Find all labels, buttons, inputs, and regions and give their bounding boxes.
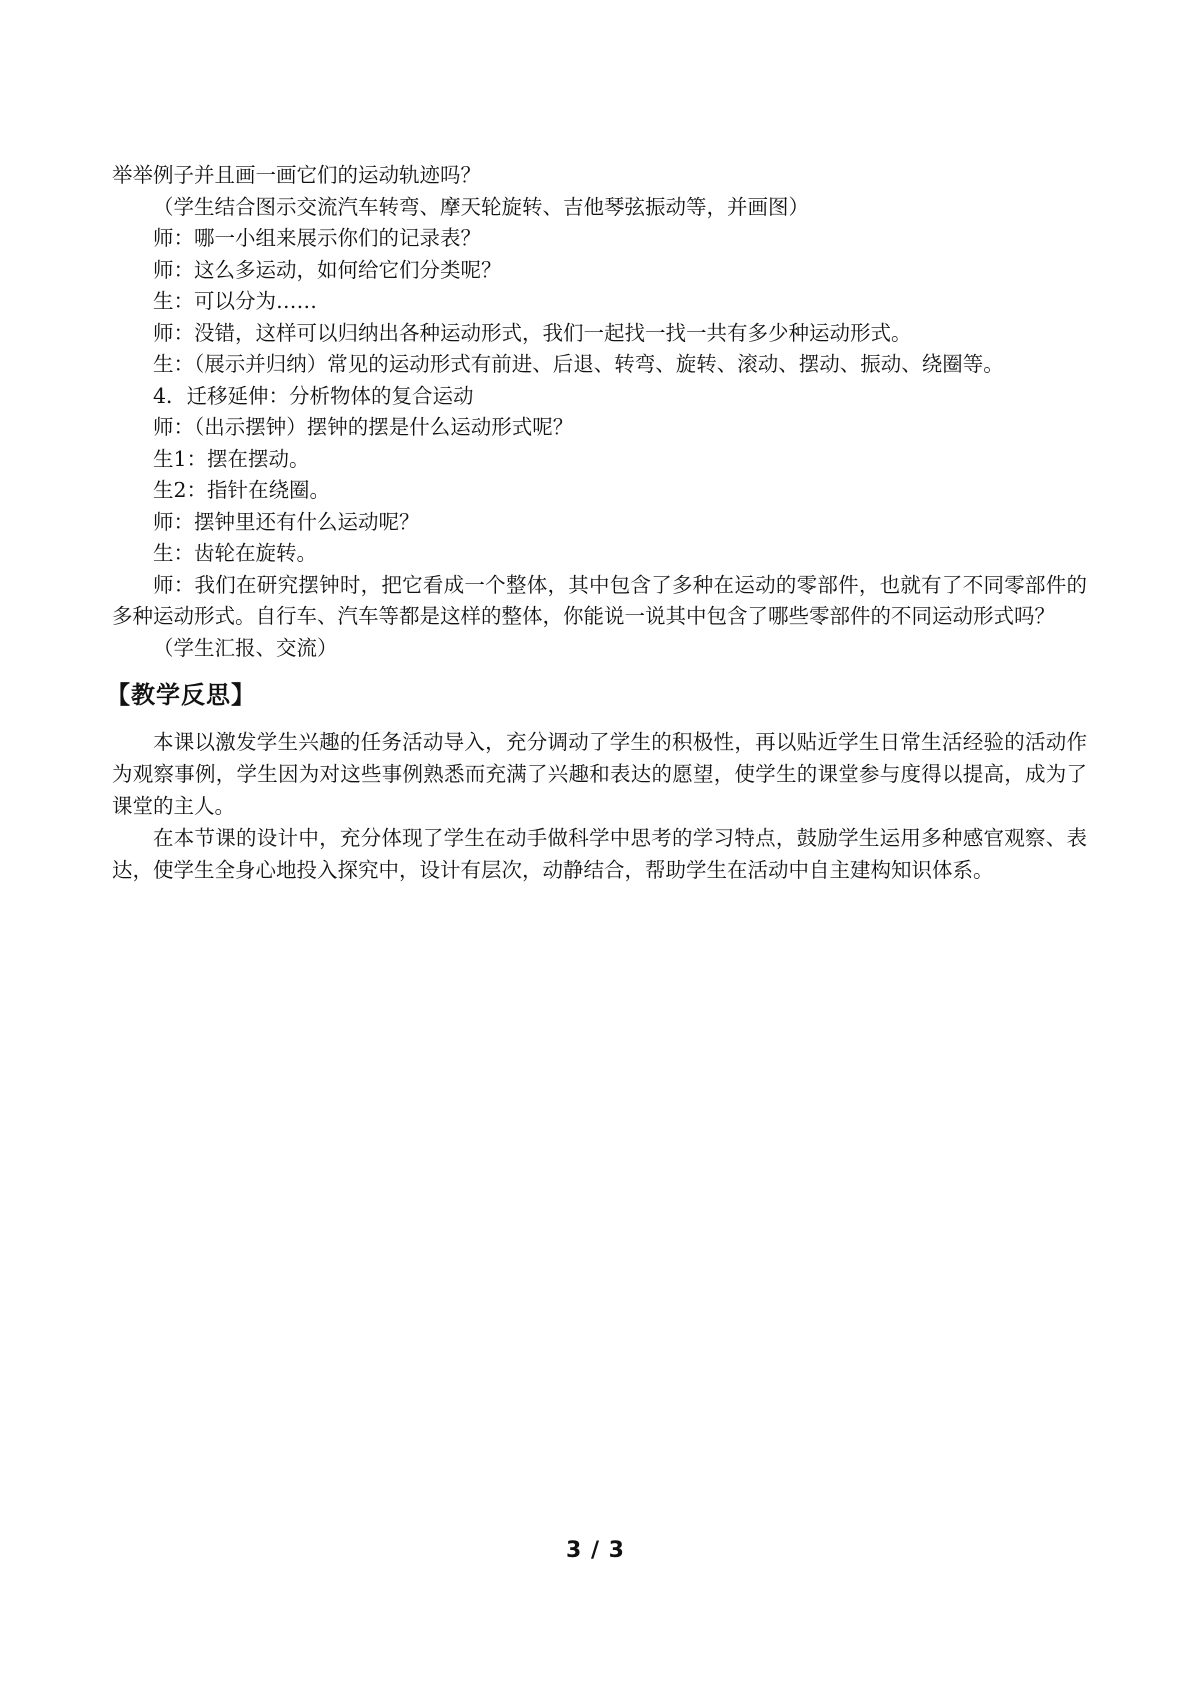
section-heading-reflection: 【教学反思】 [106, 681, 256, 709]
paragraph-teacher-summary: 师：没错，这样可以归纳出各种运动形式，我们一起找一找一共有多少种运动形式。 [153, 320, 912, 345]
paragraph-teacher-record: 师：哪一小组来展示你们的记录表？ [153, 226, 481, 250]
paragraph-continuation: 举举例子并且画一画它们的运动轨迹吗？ [112, 163, 481, 187]
paragraph-teacher-classify: 师：这么多运动，如何给它们分类呢？ [153, 257, 502, 282]
reflection-paragraph: 本课以激发学生兴趣的任务活动导入，充分调动了学生的积极性，再以贴近学生日常生活经验的活动作为观察事例，学生因为对这些事例熟悉而充满了兴趣和表达的愿望，使学生的课堂参与度得以提高，成为了课堂的主人。 [112, 730, 1087, 818]
paragraph-teacher-question: 师：摆钟里还有什么运动呢？ [153, 509, 420, 534]
subsection-heading: 4．迁移延伸：分析物体的复合运动 [153, 383, 474, 408]
document-body [106, 160, 1087, 886]
paragraph-student-activity: （学生结合图示交流汽车转弯、摩天轮旋转、吉他琴弦振动等，并画图） [153, 194, 809, 219]
reflection-paragraph: 在本节课的设计中，充分体现了学生在动手做科学中思考的学习特点，鼓励学生运用多种感官观察、表达，使学生全身心地投入探究中，设计有层次，动静结合，帮助学生在活动中自主建构知识体系。 [112, 826, 1087, 882]
paragraph-student1: 生1：摆在摆动。 [153, 446, 310, 471]
paragraph-student-report: （学生汇报、交流） [153, 635, 338, 660]
reflection-section [112, 726, 1087, 886]
paragraph-student-gear: 生：齿轮在旋转。 [153, 541, 317, 565]
paragraph-student-answer: 生：可以分为…… [153, 289, 317, 313]
paragraph-teacher-pendulum: 师：（出示摆钟）摆钟的摆是什么运动形式呢？ [153, 415, 574, 439]
paragraph-student-summary: 生：（展示并归纳）常见的运动形式有前进、后退、转弯、旋转、滚动、摆动、振动、绕圈等。 [153, 352, 1004, 376]
page-number: 3 / 3 [566, 1538, 625, 1563]
paragraph-teacher-explanation: 师：我们在研究摆钟时，把它看成一个整体，其中包含了多种在运动的零部件，也就有了不同零部件的多种运动形式。自行车、汽车等都是这样的整体，你能说一说其中包含了哪些零部件的不同运动形式吗？ [112, 572, 1087, 628]
paragraph-student2: 生2：指针在绕圈。 [153, 478, 331, 502]
